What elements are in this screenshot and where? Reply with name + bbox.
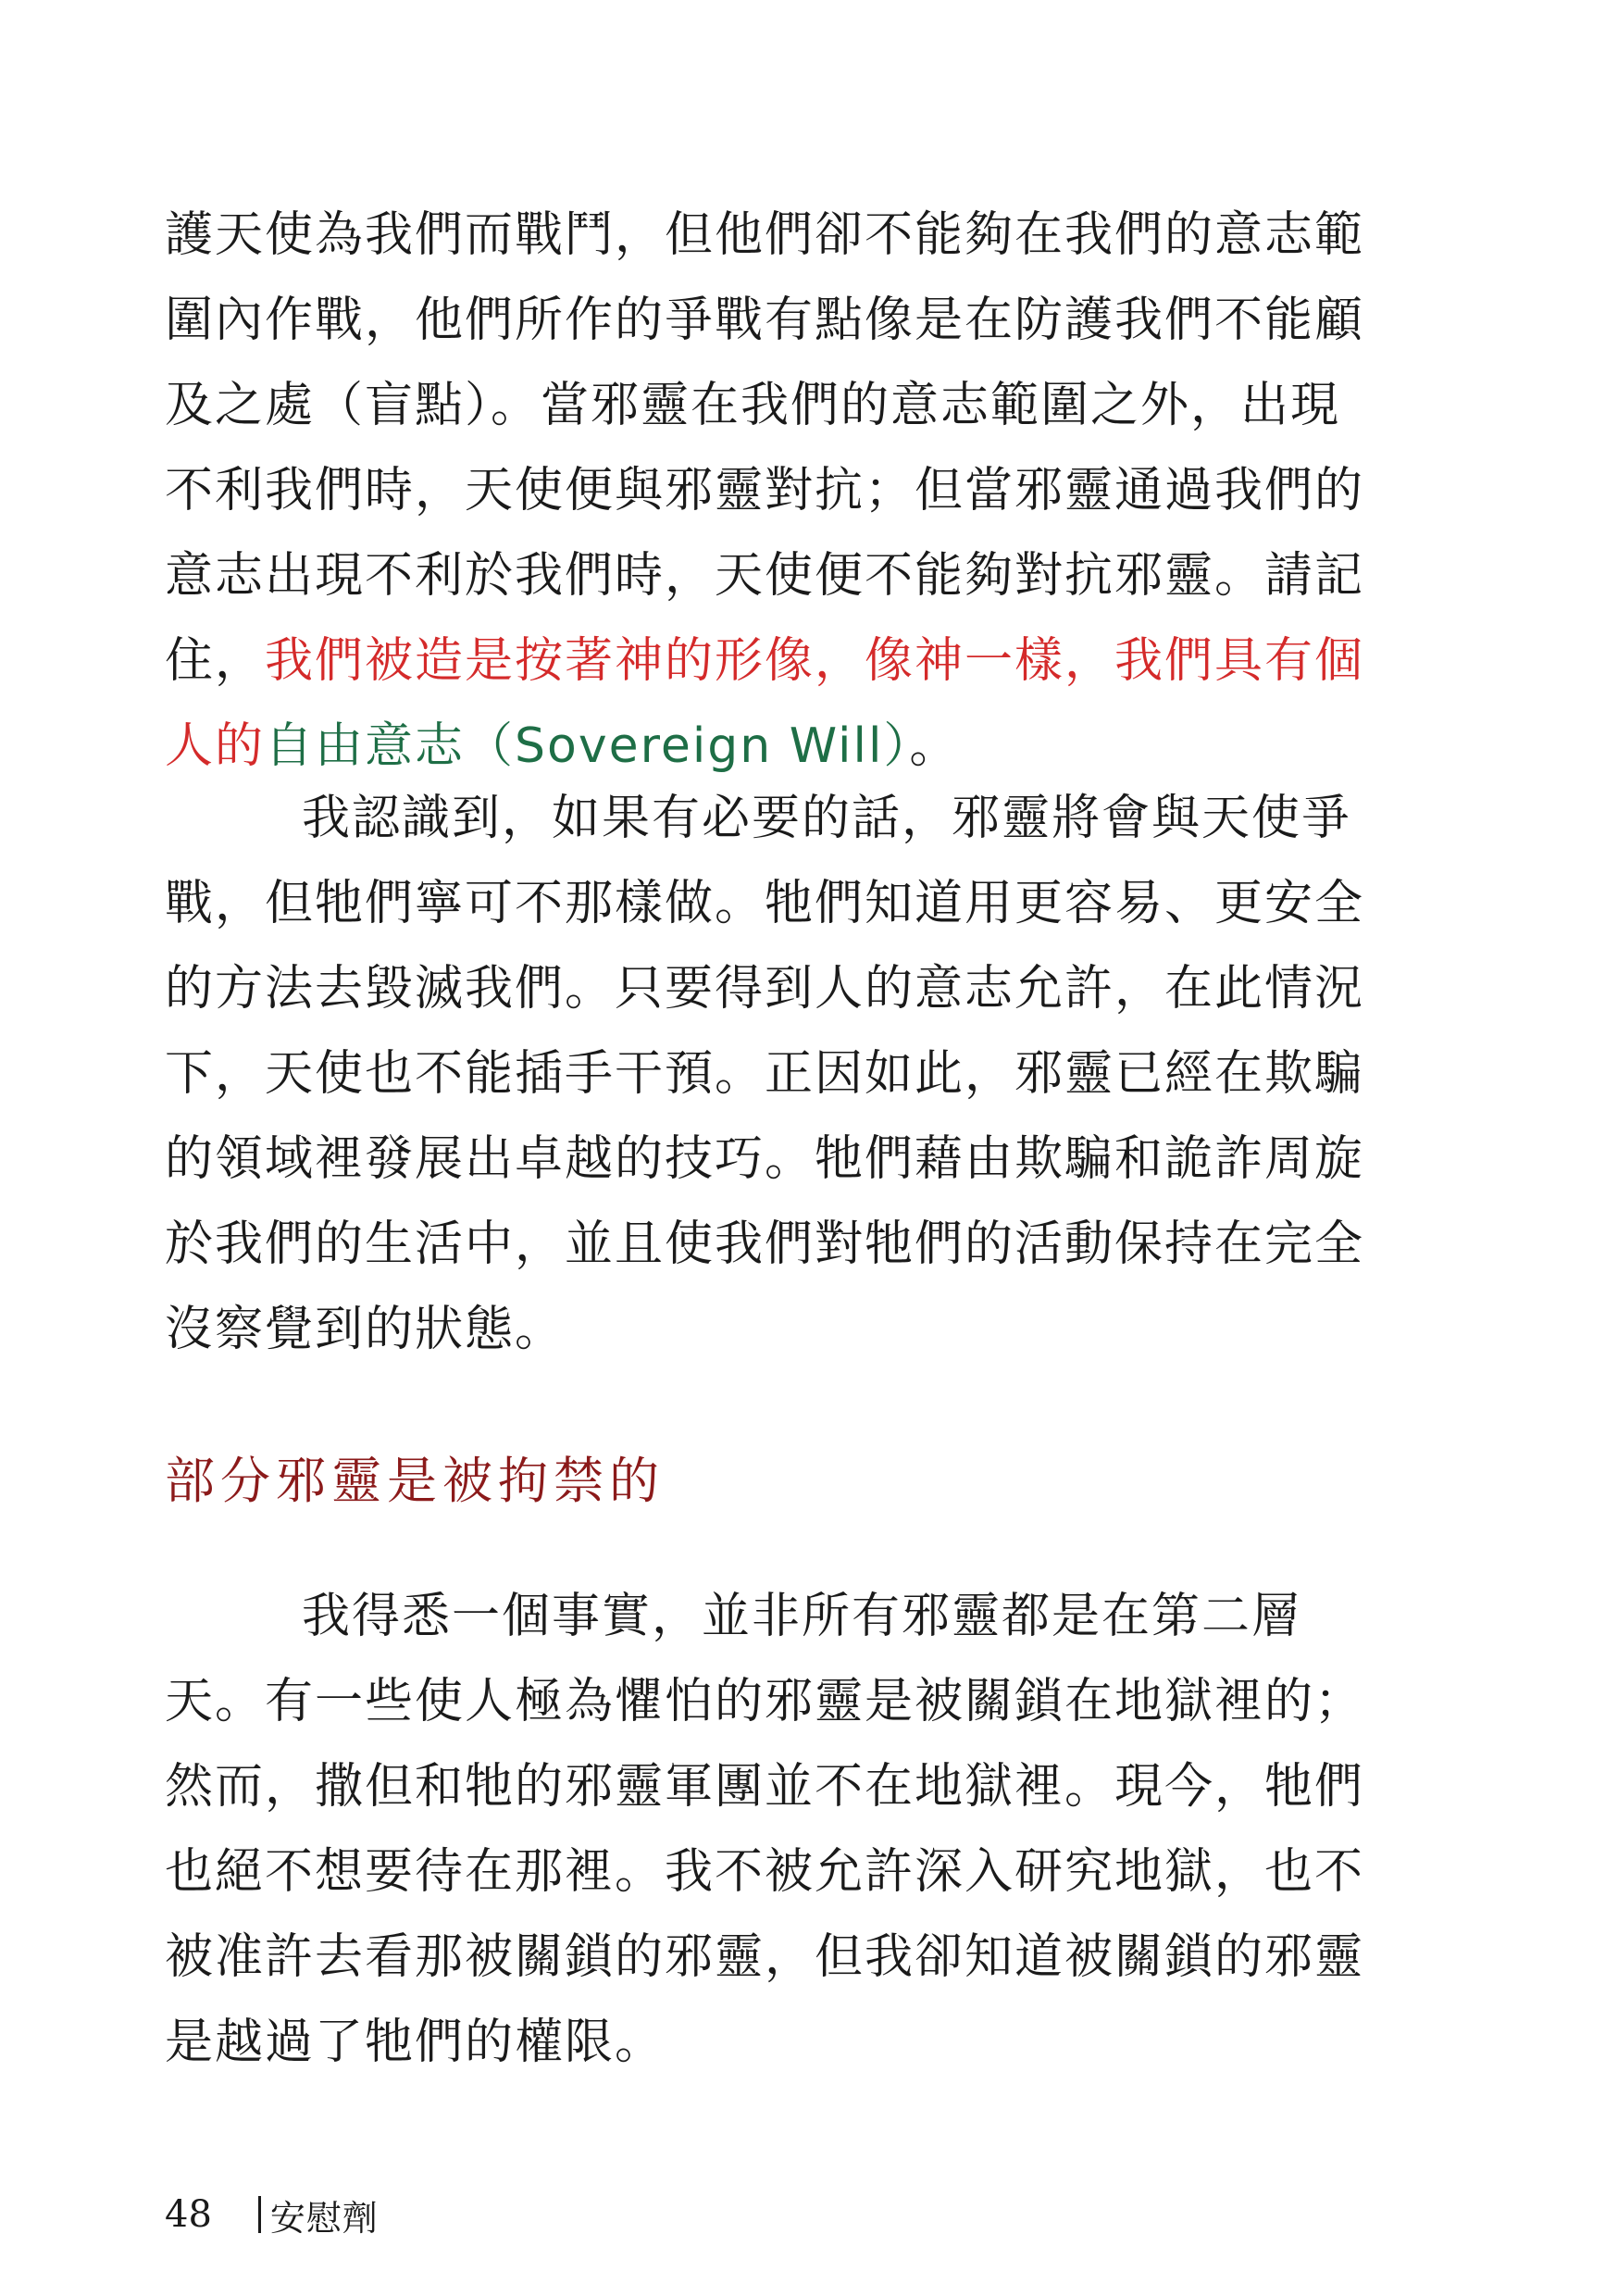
text-line: 沒察覺到的狀態。 [165,1302,566,1357]
text-line [165,1574,1405,1659]
text-line: 圍內作戰，他們所作的爭戰有點像是在防護我們不能顧 [165,293,1365,348]
text-line: 也絕不想要待在那裡。我不被允許深入研究地獄，也不 [165,1844,1365,1900]
paragraph-angels-and-will [165,193,1405,789]
section-heading: 部分邪靈是被拘禁的 [165,1452,665,1510]
text-segment: 我得悉一個事實，並非所有邪靈都是在第二層 [302,1589,1302,1644]
emphasis-red-text: 人的 [165,718,266,774]
emphasis-red-text: 我們被造是按著神的形像，像神一樣，我們具有個 [265,633,1365,689]
text-line: 然而，撒但和牠的邪靈軍團並不在地獄裡。現今，牠們 [165,1759,1365,1815]
text-line: 不利我們時，天使便與邪靈對抗；但當邪靈通過我們的 [165,463,1365,518]
text-line: 及之處（盲點）。當邪靈在我們的意志範圍之外，出現 [165,378,1341,433]
text-line: 的方法去毀滅我們。只要得到人的意志允許，在此情況 [165,961,1365,1017]
text-line: 的領域裡發展出卓越的技巧。牠們藉由欺騙和詭詐周旋 [165,1131,1365,1187]
paragraph-deception [165,776,1405,1372]
book-title: 安慰劑 [269,2197,379,2239]
text-line: 天。有一些使人極為懼怕的邪靈是被關鎖在地獄裡的； [165,1674,1365,1729]
text-line: 護天使為我們而戰鬥，但他們卻不能夠在我們的意志範 [165,207,1365,263]
text-segment: 我認識到，如果有必要的話，邪靈將會與天使爭 [302,791,1352,846]
text-line: 是越過了牠們的權限。 [165,2015,666,2070]
text-segment: 住， [165,633,266,689]
text-line: 意志出現不利於我們時，天使便不能夠對抗邪靈。請記 [165,548,1365,604]
footer-divider [258,2196,261,2233]
text-line: 戰，但牠們寧可不那樣做。牠們知道用更容易、更安全 [165,876,1365,931]
emphasis-green-text: 自由意志（Sovereign Will） [265,718,910,774]
text-line: 下，天使也不能插手干預。正因如此，邪靈已經在欺騙 [165,1046,1365,1102]
paragraph-bound-spirits [165,1574,1405,2085]
text-line [165,776,1405,861]
page-number: 48 [165,2193,212,2236]
text-line [165,618,1405,704]
page-footer [165,2187,379,2242]
text-line: 被准許去看那被關鎖的邪靈，但我卻知道被關鎖的邪靈 [165,1929,1365,1985]
text-line: 於我們的生活中，並且使我們對牠們的活動保持在完全 [165,1217,1365,1272]
text-segment: 。 [909,718,960,774]
